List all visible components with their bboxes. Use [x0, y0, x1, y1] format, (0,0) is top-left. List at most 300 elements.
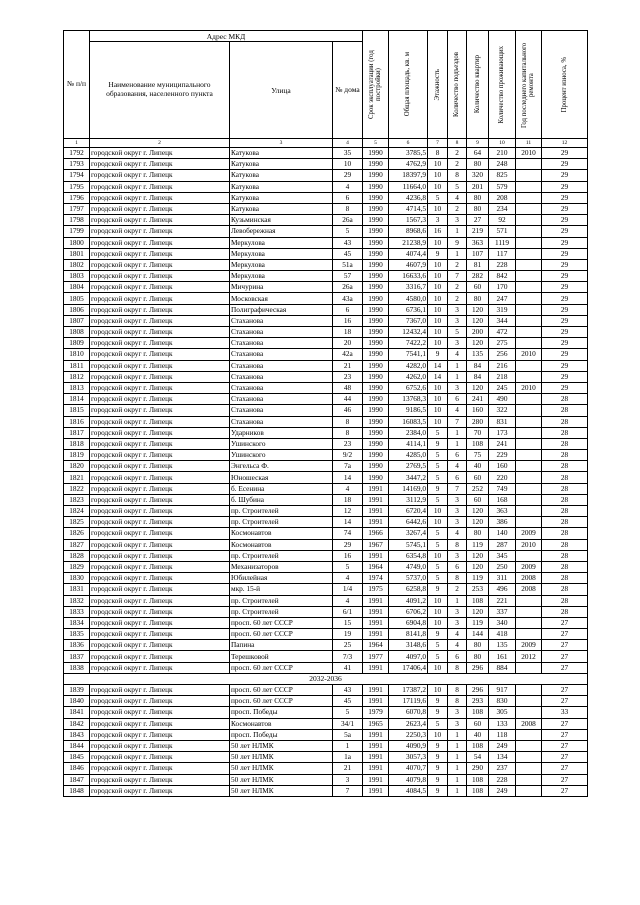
- entrances-cell: 2: [448, 148, 467, 159]
- street-cell: Стаханова: [230, 349, 333, 360]
- year-cell: 1990: [363, 327, 389, 338]
- header-entrances: Количество подъездов: [448, 31, 467, 139]
- wear-cell: 33: [542, 707, 588, 718]
- repair-year-cell: 2010: [516, 349, 542, 360]
- housing-table: [63, 30, 588, 797]
- floors-cell: 9: [428, 483, 448, 494]
- year-cell: 1990: [363, 405, 389, 416]
- row-number: 1813: [64, 382, 90, 393]
- residents-cell: 92: [489, 215, 516, 226]
- apartments-cell: 75: [467, 450, 489, 461]
- municipality-cell: городской округ г. Липецк: [90, 528, 230, 539]
- entrances-cell: 1: [448, 595, 467, 606]
- apartments-cell: 280: [467, 416, 489, 427]
- entrances-cell: 1: [448, 763, 467, 774]
- header-row-number: № п/п: [64, 31, 90, 139]
- municipality-cell: городской округ г. Липецк: [90, 539, 230, 550]
- apartments-cell: 219: [467, 226, 489, 237]
- residents-cell: 386: [489, 517, 516, 528]
- table-row: [64, 327, 588, 338]
- row-number: 1829: [64, 561, 90, 572]
- table-row: [64, 226, 588, 237]
- repair-year-cell: [516, 494, 542, 505]
- entrances-cell: 1: [448, 427, 467, 438]
- table-row: [64, 282, 588, 293]
- wear-cell: 27: [542, 629, 588, 640]
- year-cell: 1990: [363, 349, 389, 360]
- municipality-cell: городской округ г. Липецк: [90, 752, 230, 763]
- residents-cell: 830: [489, 696, 516, 707]
- table-row: [64, 438, 588, 449]
- apartments-cell: 282: [467, 271, 489, 282]
- entrances-cell: 7: [448, 271, 467, 282]
- floors-cell: 10: [428, 315, 448, 326]
- street-cell: просп. 60 лет СССР: [230, 629, 333, 640]
- house-cell: 5: [333, 226, 363, 237]
- repair-year-cell: [516, 215, 542, 226]
- street-cell: Стаханова: [230, 315, 333, 326]
- street-cell: Катукова: [230, 159, 333, 170]
- entrances-cell: 6: [448, 472, 467, 483]
- floors-cell: 10: [428, 595, 448, 606]
- repair-year-cell: [516, 752, 542, 763]
- area-cell: 17119,6: [389, 696, 428, 707]
- year-cell: 1991: [363, 774, 389, 785]
- area-cell: 8968,6: [389, 226, 428, 237]
- entrances-cell: 2: [448, 584, 467, 595]
- wear-cell: 28: [542, 550, 588, 561]
- house-cell: 4: [333, 595, 363, 606]
- street-cell: пр. Строителей: [230, 550, 333, 561]
- wear-cell: 27: [542, 752, 588, 763]
- row-number: 1792: [64, 148, 90, 159]
- table-row: [64, 539, 588, 550]
- year-cell: 1990: [363, 461, 389, 472]
- apartments-cell: 60: [467, 494, 489, 505]
- repair-year-cell: [516, 483, 542, 494]
- apartments-cell: 84: [467, 360, 489, 371]
- street-cell: пр. Строителей: [230, 606, 333, 617]
- area-cell: 2623,4: [389, 718, 428, 729]
- floors-cell: 10: [428, 282, 448, 293]
- wear-cell: 29: [542, 192, 588, 203]
- municipality-cell: городской округ г. Липецк: [90, 203, 230, 214]
- table-row: [64, 237, 588, 248]
- column-number: 3: [230, 139, 333, 148]
- house-cell: 21: [333, 763, 363, 774]
- wear-cell: 29: [542, 271, 588, 282]
- residents-cell: 825: [489, 170, 516, 181]
- table-row: [64, 450, 588, 461]
- house-cell: 20: [333, 338, 363, 349]
- residents-cell: 490: [489, 394, 516, 405]
- entrances-cell: 3: [448, 215, 467, 226]
- floors-cell: 10: [428, 606, 448, 617]
- entrances-cell: 1: [448, 785, 467, 796]
- residents-cell: 579: [489, 181, 516, 192]
- row-number: 1804: [64, 282, 90, 293]
- municipality-cell: городской округ г. Липецк: [90, 405, 230, 416]
- header-area: Общая площадь, кв. м: [389, 31, 428, 139]
- entrances-cell: 1: [448, 360, 467, 371]
- repair-year-cell: [516, 159, 542, 170]
- area-cell: 4090,9: [389, 740, 428, 751]
- residents-cell: 831: [489, 416, 516, 427]
- row-number: 1795: [64, 181, 90, 192]
- residents-cell: 229: [489, 450, 516, 461]
- area-cell: 4070,7: [389, 763, 428, 774]
- area-cell: 3267,4: [389, 528, 428, 539]
- repair-year-cell: [516, 293, 542, 304]
- municipality-cell: городской округ г. Липецк: [90, 427, 230, 438]
- residents-cell: 345: [489, 550, 516, 561]
- repair-year-cell: [516, 438, 542, 449]
- municipality-cell: городской округ г. Липецк: [90, 718, 230, 729]
- apartments-cell: 108: [467, 595, 489, 606]
- period-label: 2032-2036: [64, 673, 588, 684]
- year-cell: 1991: [363, 483, 389, 494]
- header-wear: Процент износа, %: [542, 31, 588, 139]
- repair-year-cell: [516, 472, 542, 483]
- residents-cell: 216: [489, 360, 516, 371]
- entrances-cell: 1: [448, 752, 467, 763]
- entrances-cell: 6: [448, 450, 467, 461]
- repair-year-cell: [516, 237, 542, 248]
- residents-cell: 249: [489, 740, 516, 751]
- year-cell: 1991: [363, 740, 389, 751]
- wear-cell: 29: [542, 259, 588, 270]
- wear-cell: 28: [542, 461, 588, 472]
- wear-cell: 27: [542, 718, 588, 729]
- year-cell: 1991: [363, 595, 389, 606]
- repair-year-cell: [516, 729, 542, 740]
- row-number: 1821: [64, 472, 90, 483]
- residents-cell: 134: [489, 752, 516, 763]
- wear-cell: 29: [542, 282, 588, 293]
- repair-year-cell: [516, 271, 542, 282]
- residents-cell: 311: [489, 573, 516, 584]
- row-number: 1846: [64, 763, 90, 774]
- area-cell: 9186,5: [389, 405, 428, 416]
- house-cell: 45: [333, 696, 363, 707]
- residents-cell: 218: [489, 371, 516, 382]
- row-number: 1811: [64, 360, 90, 371]
- wear-cell: 29: [542, 327, 588, 338]
- table-row: [64, 606, 588, 617]
- street-cell: Стаханова: [230, 394, 333, 405]
- residents-cell: 245: [489, 382, 516, 393]
- street-cell: Московская: [230, 293, 333, 304]
- house-cell: 45: [333, 248, 363, 259]
- table-row: [64, 461, 588, 472]
- house-cell: 7/3: [333, 651, 363, 662]
- area-cell: 6706,2: [389, 606, 428, 617]
- house-cell: 18: [333, 494, 363, 505]
- entrances-cell: 5: [448, 181, 467, 192]
- municipality-cell: городской округ г. Липецк: [90, 226, 230, 237]
- column-number: 7: [428, 139, 448, 148]
- wear-cell: 29: [542, 170, 588, 181]
- column-number-row: [64, 139, 588, 148]
- row-number: 1836: [64, 640, 90, 651]
- wear-cell: 28: [542, 405, 588, 416]
- row-number: 1841: [64, 707, 90, 718]
- wear-cell: 28: [542, 517, 588, 528]
- year-cell: 1991: [363, 506, 389, 517]
- residents-cell: 228: [489, 774, 516, 785]
- repair-year-cell: 2009: [516, 640, 542, 651]
- area-cell: 6720,4: [389, 506, 428, 517]
- municipality-cell: городской округ г. Липецк: [90, 148, 230, 159]
- house-cell: 23: [333, 438, 363, 449]
- floors-cell: 5: [428, 192, 448, 203]
- residents-cell: 118: [489, 729, 516, 740]
- table-row: [64, 203, 588, 214]
- apartments-cell: 40: [467, 461, 489, 472]
- area-cell: 4114,1: [389, 438, 428, 449]
- area-cell: 6354,8: [389, 550, 428, 561]
- apartments-cell: 296: [467, 662, 489, 673]
- entrances-cell: 8: [448, 573, 467, 584]
- housing-register-sheet: [63, 30, 587, 797]
- area-cell: 4236,8: [389, 192, 428, 203]
- repair-year-cell: [516, 427, 542, 438]
- area-cell: 4084,5: [389, 785, 428, 796]
- municipality-cell: городской округ г. Липецк: [90, 517, 230, 528]
- entrances-cell: 8: [448, 696, 467, 707]
- municipality-cell: городской округ г. Липецк: [90, 371, 230, 382]
- floors-cell: 5: [428, 651, 448, 662]
- repair-year-cell: [516, 506, 542, 517]
- row-number: 1814: [64, 394, 90, 405]
- header-last-repair: Год последнего капитального ремонта: [516, 31, 542, 139]
- street-cell: Юношеская: [230, 472, 333, 483]
- repair-year-cell: [516, 450, 542, 461]
- municipality-cell: городской округ г. Липецк: [90, 338, 230, 349]
- area-cell: 4762,9: [389, 159, 428, 170]
- repair-year-cell: 2010: [516, 382, 542, 393]
- year-cell: 1990: [363, 148, 389, 159]
- entrances-cell: 8: [448, 170, 467, 181]
- street-cell: Полиграфическая: [230, 304, 333, 315]
- repair-year-cell: [516, 461, 542, 472]
- table-row: [64, 740, 588, 751]
- repair-year-cell: [516, 315, 542, 326]
- entrances-cell: 2: [448, 259, 467, 270]
- wear-cell: 29: [542, 304, 588, 315]
- wear-cell: 29: [542, 148, 588, 159]
- apartments-cell: 80: [467, 651, 489, 662]
- entrances-cell: 4: [448, 629, 467, 640]
- repair-year-cell: [516, 774, 542, 785]
- apartments-cell: 70: [467, 427, 489, 438]
- wear-cell: 29: [542, 237, 588, 248]
- municipality-cell: городской округ г. Липецк: [90, 416, 230, 427]
- street-cell: Меркулова: [230, 237, 333, 248]
- wear-cell: 28: [542, 483, 588, 494]
- municipality-cell: городской округ г. Липецк: [90, 259, 230, 270]
- apartments-cell: 120: [467, 561, 489, 572]
- floors-cell: 5: [428, 718, 448, 729]
- wear-cell: 29: [542, 159, 588, 170]
- entrances-cell: 5: [448, 327, 467, 338]
- row-number: 1812: [64, 371, 90, 382]
- row-number: 1797: [64, 203, 90, 214]
- wear-cell: 27: [542, 640, 588, 651]
- row-number: 1799: [64, 226, 90, 237]
- municipality-cell: городской округ г. Липецк: [90, 617, 230, 628]
- floors-cell: 5: [428, 472, 448, 483]
- house-cell: 48: [333, 382, 363, 393]
- entrances-cell: 7: [448, 483, 467, 494]
- table-row: [64, 181, 588, 192]
- house-cell: 3: [333, 774, 363, 785]
- year-cell: 1990: [363, 226, 389, 237]
- table-row: [64, 472, 588, 483]
- floors-cell: 10: [428, 550, 448, 561]
- repair-year-cell: [516, 685, 542, 696]
- row-number: 1827: [64, 539, 90, 550]
- area-cell: 14169,0: [389, 483, 428, 494]
- house-cell: 5: [333, 561, 363, 572]
- table-row: [64, 763, 588, 774]
- repair-year-cell: [516, 606, 542, 617]
- municipality-cell: городской округ г. Липецк: [90, 394, 230, 405]
- residents-cell: 842: [489, 271, 516, 282]
- floors-cell: 10: [428, 170, 448, 181]
- house-cell: 8: [333, 203, 363, 214]
- municipality-cell: городской округ г. Липецк: [90, 271, 230, 282]
- column-number: 1: [64, 139, 90, 148]
- residents-cell: 749: [489, 483, 516, 494]
- table-row: [64, 707, 588, 718]
- area-cell: 2250,3: [389, 729, 428, 740]
- street-cell: Мичурина: [230, 282, 333, 293]
- row-number: 1807: [64, 315, 90, 326]
- apartments-cell: 135: [467, 349, 489, 360]
- floors-cell: 10: [428, 304, 448, 315]
- residents-cell: 220: [489, 472, 516, 483]
- floors-cell: 9: [428, 438, 448, 449]
- area-cell: 6070,8: [389, 707, 428, 718]
- street-cell: б. Шубина: [230, 494, 333, 505]
- municipality-cell: городской округ г. Липецк: [90, 282, 230, 293]
- year-cell: 1975: [363, 584, 389, 595]
- entrances-cell: 3: [448, 617, 467, 628]
- floors-cell: 10: [428, 617, 448, 628]
- municipality-cell: городской округ г. Липецк: [90, 248, 230, 259]
- repair-year-cell: 2010: [516, 539, 542, 550]
- year-cell: 1990: [363, 427, 389, 438]
- repair-year-cell: 2008: [516, 584, 542, 595]
- wear-cell: 28: [542, 472, 588, 483]
- wear-cell: 27: [542, 696, 588, 707]
- street-cell: Юбилейная: [230, 573, 333, 584]
- row-number: 1809: [64, 338, 90, 349]
- repair-year-cell: [516, 629, 542, 640]
- entrances-cell: 6: [448, 651, 467, 662]
- repair-year-cell: [516, 226, 542, 237]
- year-cell: 1990: [363, 438, 389, 449]
- apartments-cell: 27: [467, 215, 489, 226]
- year-cell: 1990: [363, 360, 389, 371]
- street-cell: пр. Строителей: [230, 517, 333, 528]
- row-number: 1835: [64, 629, 90, 640]
- repair-year-cell: [516, 248, 542, 259]
- municipality-cell: городской округ г. Липецк: [90, 606, 230, 617]
- wear-cell: 28: [542, 450, 588, 461]
- header-apartments: Количество квартир: [467, 31, 489, 139]
- area-cell: 4091,2: [389, 595, 428, 606]
- floors-cell: 16: [428, 226, 448, 237]
- row-number: 1828: [64, 550, 90, 561]
- floors-cell: 10: [428, 293, 448, 304]
- year-cell: 1990: [363, 416, 389, 427]
- table-row: [64, 595, 588, 606]
- apartments-cell: 80: [467, 203, 489, 214]
- municipality-cell: городской округ г. Липецк: [90, 550, 230, 561]
- row-number: 1842: [64, 718, 90, 729]
- row-number: 1825: [64, 517, 90, 528]
- street-cell: Кузьминская: [230, 215, 333, 226]
- street-cell: мкр. 15-й: [230, 584, 333, 595]
- municipality-cell: городской округ г. Липецк: [90, 472, 230, 483]
- residents-cell: 256: [489, 349, 516, 360]
- wear-cell: 28: [542, 528, 588, 539]
- table-row: [64, 427, 588, 438]
- house-cell: 42а: [333, 349, 363, 360]
- row-number: 1818: [64, 438, 90, 449]
- house-cell: 29: [333, 539, 363, 550]
- row-number: 1837: [64, 651, 90, 662]
- repair-year-cell: [516, 662, 542, 673]
- row-number: 1826: [64, 528, 90, 539]
- municipality-cell: городской округ г. Липецк: [90, 450, 230, 461]
- table-row: [64, 338, 588, 349]
- house-cell: 6: [333, 192, 363, 203]
- year-cell: 1990: [363, 237, 389, 248]
- floors-cell: 10: [428, 327, 448, 338]
- header-residents: Количество проживающих: [489, 31, 516, 139]
- row-number: 1815: [64, 405, 90, 416]
- table-row: [64, 517, 588, 528]
- wear-cell: 29: [542, 293, 588, 304]
- house-cell: 4: [333, 181, 363, 192]
- table-row: [64, 159, 588, 170]
- year-cell: 1991: [363, 662, 389, 673]
- house-cell: 7а: [333, 461, 363, 472]
- table-row: [64, 629, 588, 640]
- entrances-cell: 1: [448, 740, 467, 751]
- repair-year-cell: [516, 517, 542, 528]
- street-cell: 50 лет НЛМК: [230, 763, 333, 774]
- apartments-cell: 107: [467, 248, 489, 259]
- street-cell: Стаханова: [230, 338, 333, 349]
- repair-year-cell: [516, 740, 542, 751]
- wear-cell: 28: [542, 427, 588, 438]
- floors-cell: 3: [428, 215, 448, 226]
- floors-cell: 14: [428, 371, 448, 382]
- repair-year-cell: [516, 192, 542, 203]
- wear-cell: 29: [542, 215, 588, 226]
- apartments-cell: 120: [467, 315, 489, 326]
- area-cell: 11664,0: [389, 181, 428, 192]
- repair-year-cell: [516, 617, 542, 628]
- apartments-cell: 320: [467, 170, 489, 181]
- table-row: [64, 293, 588, 304]
- table-row: [64, 360, 588, 371]
- apartments-cell: 64: [467, 148, 489, 159]
